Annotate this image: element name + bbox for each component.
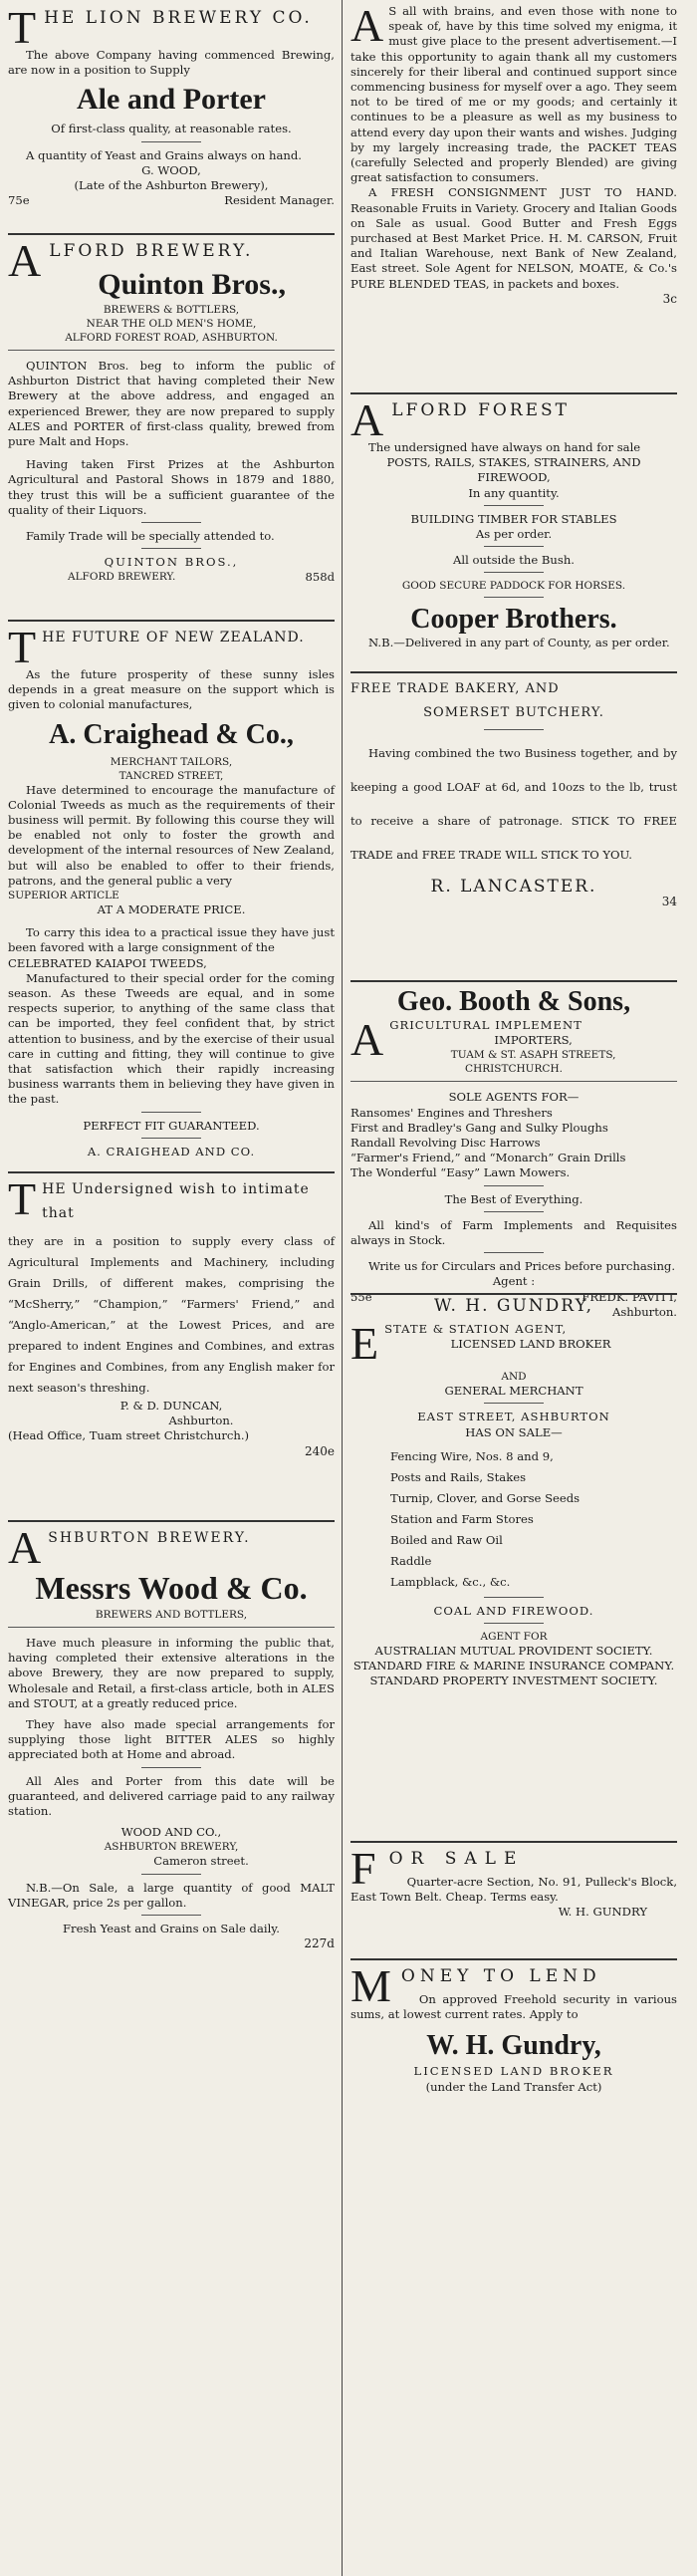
carson-heading: S all with brains, and even those with [388, 4, 625, 18]
gundry-coal: COAL AND FIREWOOD. [433, 1603, 594, 1618]
duncan-heading: HE Undersigned wish to intimate that [42, 1181, 310, 1221]
booth-item: The Wonderful “Easy” Lawn Mowers. [350, 1165, 571, 1180]
cooper-nb: N.B.—Delivered in any part of County, as per order. [368, 636, 670, 650]
gundry-agency: STANDARD PROPERTY INVESTMENT SOCIETY. [369, 1674, 658, 1688]
craighead-tweeds: CELEBRATED KAIAPOI TWEEDS, [8, 955, 207, 970]
cooper-ad [350, 394, 677, 665]
forsale-heading: OR SALE [388, 1849, 525, 1869]
lion-brewery-ad [8, 2, 335, 227]
quinton-ad [8, 235, 335, 614]
ad-rule [350, 1958, 677, 1960]
craighead-ad [8, 622, 335, 1165]
ad-rule [8, 1171, 335, 1173]
wood-code: 227d [304, 1936, 335, 1951]
booth-best: The Best of Everything. [444, 1191, 583, 1206]
dropcap-t: T [8, 1173, 38, 1224]
lion-intro: The above Company having commenced Brewing, are now in a position to Supply [8, 48, 335, 78]
divider [141, 1767, 201, 1768]
gundry-gm: GENERAL MERCHANT [444, 1384, 583, 1399]
quinton-sig: QUINTON BROS., [104, 555, 239, 570]
booth-all: All kind's of Farm Implements and Requisites always in Stock. [350, 1217, 677, 1248]
booth-name: Geo. Booth & Sons, [396, 986, 631, 1017]
quinton-sig2: ALFORD BREWERY. [68, 571, 176, 584]
booth-item: Randall Revolving Disc Harrows [350, 1136, 541, 1151]
gundry-name: W. H. GUNDRY, [433, 1296, 594, 1316]
lion-role: Resident Manager. [224, 193, 335, 208]
lancaster-code: 34 [661, 895, 677, 909]
ad-rule [8, 620, 335, 622]
booth-item: “Farmer's Friend,” and “Monarch” Grain Drills [350, 1151, 626, 1165]
lancaster-name: R. LANCASTER. [430, 877, 597, 897]
booth-agents: SOLE AGENTS FOR— [448, 1090, 580, 1105]
divider [8, 350, 335, 351]
ad-rule [8, 233, 335, 235]
divider [484, 1597, 544, 1598]
craighead-p1: As the future prosperity of these sunny isles depends in a great measure on the support which is given to colonial manufactures, [8, 667, 335, 712]
divider [141, 1874, 201, 1875]
lancaster-body: Having combined the two Business together, and by keeping a good LOAF at 6d, and 10ozs to the lb, trust to receive a share of patronage. STICK TO FREE TRADE and FREE TRADE WILL STICK TO YOU. [350, 746, 677, 862]
money-act: (under the Land Transfer Act) [425, 2079, 602, 2094]
ad-rule [350, 392, 677, 394]
duncan-office: (Head Office, Tuam street Christchurch.) [8, 1428, 250, 1443]
gundry-item: Lampblack, &c., &c. [390, 1574, 511, 1589]
forsale-ad [350, 1843, 677, 1952]
left-column [8, 0, 335, 2576]
lion-heading: HE LION BREWERY CO. [44, 8, 313, 28]
booth-agent: FREDK. PAVITT, [581, 1289, 677, 1304]
dropcap-a: A [350, 394, 387, 445]
cooper-posts: POSTS, RAILS, STAKES, STRAINERS, AND FIREWOOD, [386, 455, 641, 485]
quinton-code: 858d [305, 570, 335, 585]
craighead-p3: To carry this idea to a practical issue they have just been favored with a large consignment of the [8, 925, 335, 955]
lion-quality: Of first-class quality, at reasonable rates. [51, 122, 292, 136]
quinton-name: Quinton Bros., [98, 268, 286, 301]
ad-rule [350, 671, 677, 673]
quinton-p1: QUINTON Bros. beg to inform the public of Ashburton District that having completed their New Brewery at the above address, and engaged an experienced Brewer, they are now prepared to supply ALES and PORTER of first-class quality, brewed from pure Malt and Hops. [8, 359, 335, 449]
right-column [350, 0, 677, 2576]
wood-name: Messrs Wood & Co. [35, 1570, 308, 1606]
wood-ad [8, 1522, 335, 2572]
divider [141, 522, 201, 523]
booth-trade2: IMPORTERS, [494, 1033, 573, 1048]
ad-rule [350, 1841, 677, 1843]
craighead-superior: SUPERIOR ARTICLE [8, 890, 119, 902]
booth-agent-label: Agent : [492, 1274, 536, 1289]
gundry-item: Fencing Wire, Nos. 8 and 9, [390, 1448, 554, 1463]
gundry-item: Boiled and Raw Oil [390, 1532, 503, 1547]
divider [484, 505, 544, 506]
booth-trade: GRICULTURAL IMPLEMENT [389, 1018, 582, 1032]
dropcap-a: A [350, 1014, 385, 1065]
dropcap-a: A [350, 0, 384, 51]
booth-city: CHRISTCHURCH. [465, 1063, 563, 1076]
gundry-item: Posts and Rails, Stakes [390, 1469, 527, 1484]
duncan-sig: P. & D. DUNCAN, [119, 1399, 223, 1413]
carson-p2: A FRESH CONSIGNMENT JUST TO HAND. Reasonable Fruits in Variety. Grocery and Italian Goods on Sale as usual. Good Butter and Fresh Eggs purchased at Best Market Price. H. M. CARSON, Fruit and Italian Warehouse, next Bank of New Zealand, East street. Sole Agent for NELSON, MOATE, & Co.'s PURE BLENDED TEAS, in packets and boxes. [350, 185, 677, 291]
lancaster-ad [350, 677, 677, 974]
ad-rule [8, 1520, 335, 1522]
carson-p1: none to speak of, have by this time solved my enigma, it must give place to the present advertisement.—I take this opportunity to again thank all my customers sincerely for their liberal and continued support since commencing business for myself over a ago. They seem not to be tired of me or my goods; and certainly it continues to be a pleasure as well as my business to attend every day upon their wants and wishes. Judging by my largely increasing trade, the PACKET TEAS (carefully Selected and properly Blended) are giving great satisfaction to consumers. [350, 4, 677, 185]
carson-code: 3c [662, 291, 677, 306]
wood-sig2: ASHBURTON BREWERY, [104, 1841, 239, 1854]
gundry-agent-for: AGENT FOR [480, 1631, 548, 1644]
booth-agent-town: Ashburton. [611, 1304, 677, 1319]
divider [484, 597, 544, 598]
gundry-item: Raddle [390, 1553, 432, 1568]
craighead-price: AT A MODERATE PRICE. [97, 902, 246, 917]
money-heading: ONEY TO LEND [400, 1966, 601, 1986]
lion-code: 75e [8, 193, 30, 208]
duncan-code: 240e [304, 1443, 335, 1458]
cooper-paddock: GOOD SECURE PADDOCK FOR HORSES. [401, 580, 626, 593]
dropcap-t: T [8, 2, 40, 53]
divider [484, 1185, 544, 1186]
dropcap-a: A [8, 235, 45, 286]
column-divider [342, 0, 343, 2576]
wood-p1: Have much pleasure in informing the public that, having completed their extensive alterations in the above Brewery, they are now prepared to supply, Wholesale and Retail, a first-class article, both in ALES and STOUT, at a greatly reduced price. [8, 1636, 335, 1710]
duncan-ad [8, 1173, 335, 1514]
gundry-item: Station and Farm Stores [390, 1511, 534, 1526]
gundry-agency: STANDARD FIRE & MARINE INSURANCE COMPANY. [352, 1659, 675, 1674]
gundry-head2: LICENSED LAND BROKER [450, 1337, 611, 1352]
duncan-body: they are in a position to supply every class of Agricultural Implements and Machinery, including Grain Drills, of different makes, comprising the “McSherry,” “Champion,” “Farmers' Friend,” and “Anglo-American,” at the Lowest Prices, and are prepared to indent Engines and Combines, and extras for Engines and Combines, from any English maker for next season's threshing. [8, 1234, 335, 1395]
dropcap-e: E [350, 1318, 380, 1370]
gundry-heading: STATE & STATION AGENT, [384, 1322, 568, 1337]
dropcap-f: F [350, 1843, 384, 1894]
carson-ad [350, 0, 677, 386]
wood-heading: SHBURTON BREWERY. [48, 1530, 251, 1546]
booth-item: First and Bradley's Gang and Sulky Ploughs [350, 1120, 608, 1135]
quinton-p3: Family Trade will be specially attended to. [26, 529, 275, 544]
divider [484, 729, 544, 730]
wood-p3: All Ales and Porter from this date will be guaranteed, and delivered carriage paid to any railway station. [8, 1773, 335, 1819]
divider [141, 1112, 201, 1113]
cooper-name: Cooper Brothers. [410, 604, 617, 636]
divider [484, 1211, 544, 1212]
craighead-fit: PERFECT FIT GUARANTEED. [83, 1118, 260, 1133]
gundry-street: EAST STREET, ASHBURTON [417, 1410, 610, 1424]
divider [141, 1915, 201, 1916]
cooper-p1: The undersigned have always on hand for sale [368, 440, 641, 454]
craighead-p2: Have determined to encourage the manufacture of Colonial Tweeds as much as the requirements of their business will permit. By following this course they will be enabled not only to foster the growth and development of the internal resources of New Zealand, but will also be enabled to offer to their friends, patrons, and the general public a very [8, 782, 335, 888]
gundry-item: Turnip, Clover, and Gorse Seeds [390, 1490, 581, 1505]
cooper-qty: In any quantity. [468, 485, 560, 500]
divider [141, 1138, 201, 1139]
quinton-address: ALFORD FOREST ROAD, ASHBURTON. [65, 332, 278, 344]
lion-late: (Late of the Ashburton Brewery), [74, 178, 269, 193]
ad-rule [350, 980, 677, 982]
forsale-sig: W. H. GUNDRY [558, 1905, 647, 1920]
money-ad [350, 1960, 677, 2572]
lion-headline: Ale and Porter [77, 83, 266, 117]
gundry-and: AND [501, 1371, 527, 1384]
craighead-p4: Manufactured to their special order for the coming season. As these Tweeds are equal, and in some respects superior, to anything of the same class that can be imported, they feel confident that, by strict attention to business, and by the exercise of their usual care in cutting and fitting, they will continue to give that satisfaction which their rapidly increasing business warrants them in believing they have given in the past. [8, 970, 335, 1107]
divider [484, 1252, 544, 1253]
money-body: On approved Freehold security in various sums, at lowest current rates. Apply to [350, 1992, 677, 2022]
gundry-sale: HAS ON SALE— [465, 1424, 563, 1439]
divider [141, 141, 201, 142]
craighead-sig: A. CRAIGHEAD AND CO. [87, 1144, 256, 1159]
divider [350, 1081, 677, 1082]
ad-rule [350, 1293, 677, 1295]
lancaster-head2: SOMERSET BUTCHERY. [423, 705, 604, 720]
booth-write: Write us for Circulars and Prices before purchasing. [368, 1259, 676, 1274]
duncan-town: Ashburton. [168, 1414, 234, 1428]
quinton-near: NEAR THE OLD MEN'S HOME, [86, 318, 257, 330]
divider [484, 572, 544, 573]
money-title: LICENSED LAND BROKER [413, 2064, 614, 2079]
wood-yeast: Fresh Yeast and Grains on Sale daily. [63, 1922, 280, 1936]
lion-signer: G. WOOD, [141, 162, 201, 177]
wood-trade: BREWERS AND BOTTLERS, [95, 1609, 248, 1621]
quinton-p2: Having taken First Prizes at the Ashburton Agricultural and Pastoral Shows in 1879 and 1880, they trust this will be a sufficient guarantee of the quality of their Liquors. [8, 457, 335, 517]
dropcap-m: M [350, 1960, 396, 2011]
craighead-name: A. Craighead & Co., [49, 718, 294, 750]
wood-sig: WOOD AND CO., [120, 1825, 222, 1840]
wood-nb: N.B.—On Sale, a large quantity of good MALT VINEGAR, price 2s per gallon. [8, 1880, 335, 1910]
quinton-heading: LFORD BREWERY. [49, 241, 254, 261]
divider [484, 546, 544, 547]
gundry-agency: AUSTRALIAN MUTUAL PROVIDENT SOCIETY. [374, 1644, 653, 1659]
craighead-street: TANCRED STREET, [118, 769, 224, 782]
cooper-bush: All outside the Bush. [453, 553, 575, 568]
craighead-heading: HE FUTURE OF NEW ZEALAND. [42, 630, 305, 645]
money-name: W. H. Gundry, [426, 2030, 601, 2062]
booth-item: Ransomes' Engines and Threshers [350, 1105, 553, 1120]
booth-code: 55e [350, 1289, 372, 1304]
divider [484, 1403, 544, 1404]
divider [8, 1627, 335, 1628]
quinton-trade: BREWERS & BOTTLERS, [103, 304, 240, 316]
dropcap-a: A [8, 1522, 44, 1573]
dropcap-t: T [8, 622, 38, 672]
craighead-trade: MERCHANT TAILORS, [110, 755, 233, 768]
cooper-order: As per order. [475, 527, 553, 542]
wood-sig3: Cameron street. [153, 1854, 249, 1869]
cooper-heading: LFORD FOREST [391, 400, 571, 420]
cooper-timber: BUILDING TIMBER FOR STABLES [410, 511, 617, 526]
forsale-body: Quarter-acre Section, No. 91, Pulleck's Block, East Town Belt. Cheap. Terms easy. [350, 1875, 677, 1905]
lion-yeast: A quantity of Yeast and Grains always on hand. [26, 147, 302, 162]
wood-p2: They have also made special arrangements for supplying those light BITTER ALES so highly appreciated both at Home and abroad. [8, 1717, 335, 1762]
divider [141, 548, 201, 549]
lancaster-head1: FREE TRADE BAKERY, AND [350, 681, 560, 696]
booth-streets: TUAM & ST. ASAPH STREETS, [450, 1049, 616, 1062]
divider [484, 1623, 544, 1624]
